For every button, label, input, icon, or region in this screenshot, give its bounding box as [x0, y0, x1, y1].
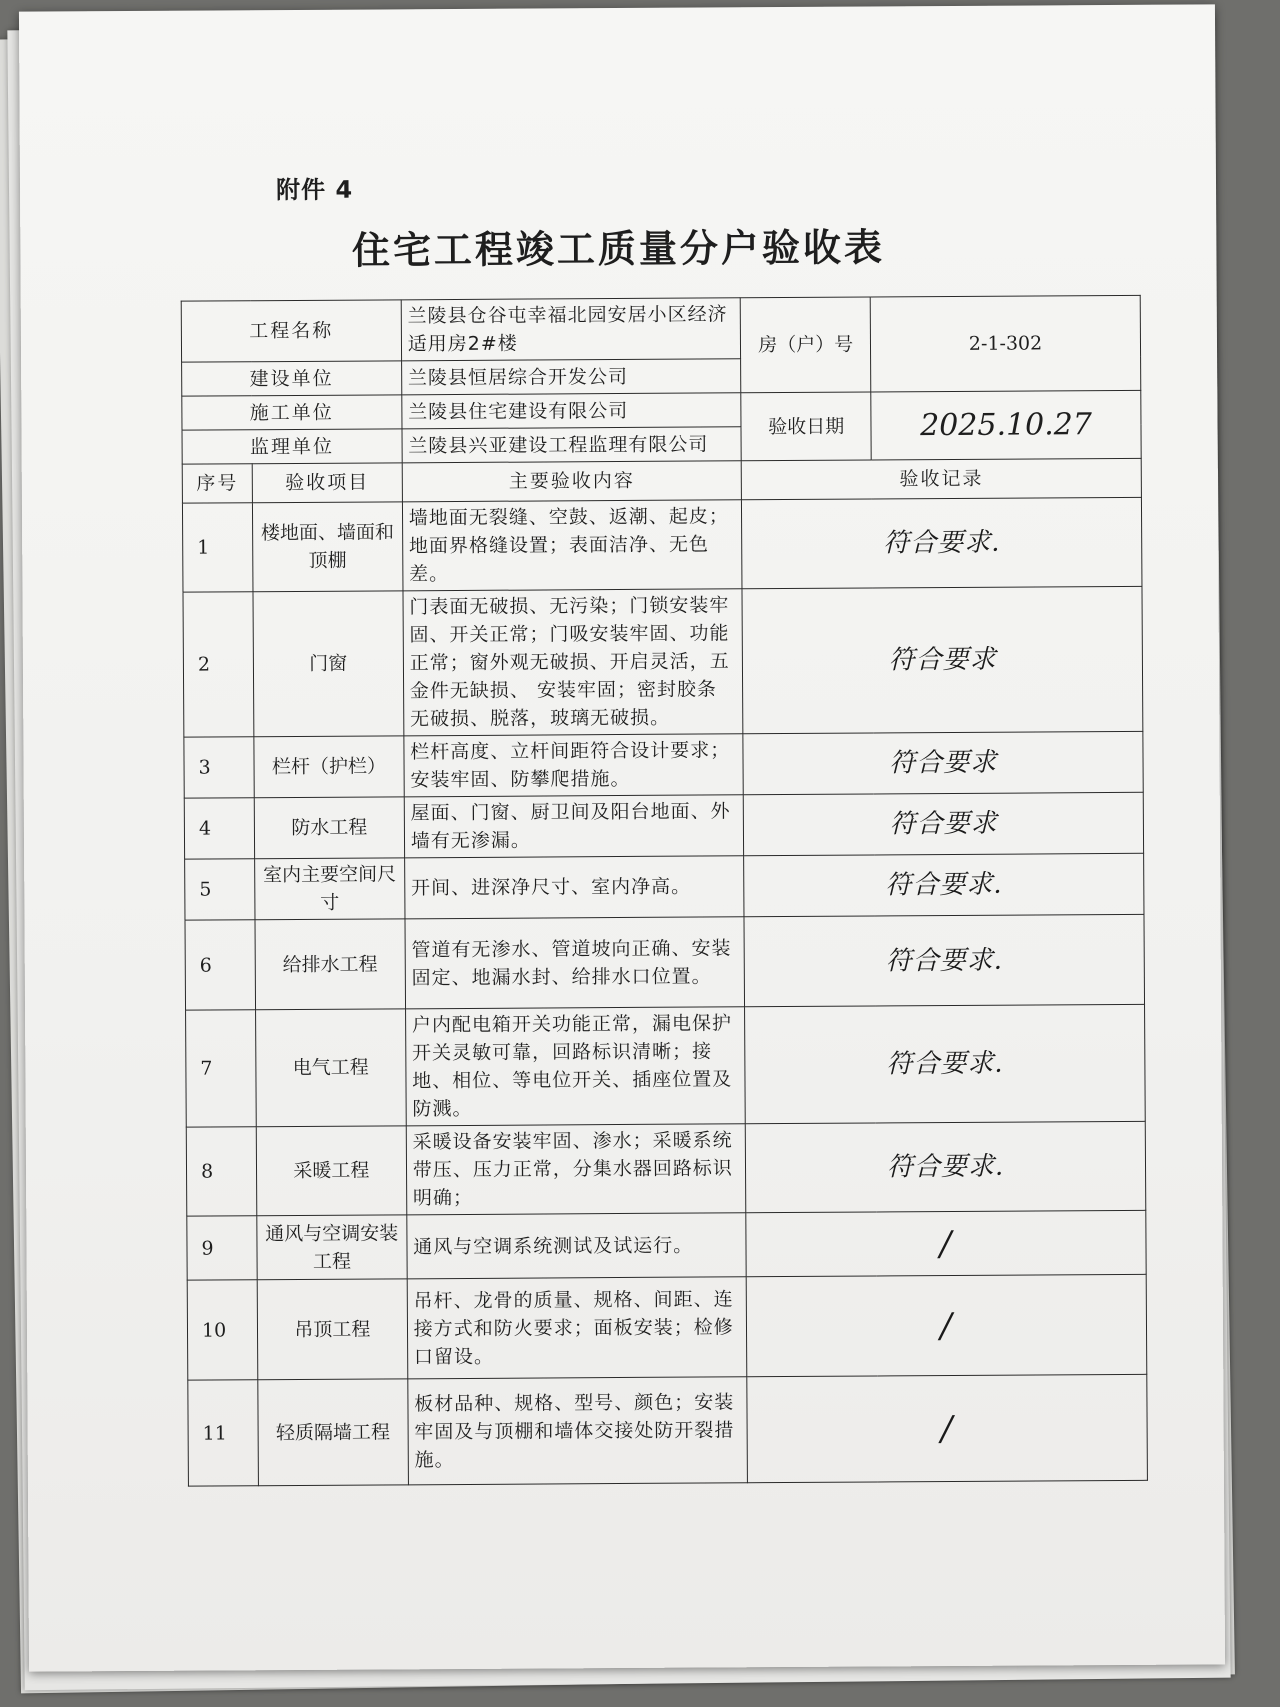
page-title: 住宅工程竣工质量分户验收表	[351, 225, 886, 273]
acceptance-date-label: 验收日期	[741, 392, 871, 461]
row-record: 符合要求	[743, 792, 1143, 855]
supervisor-value: 兰陵县兴亚建设工程监理有限公司	[402, 427, 742, 463]
row-content: 门表面无破损、无污染；门锁安装牢固、开关正常；门吸安装牢固、功能正常；窗外观无破损、开启灵活，五金件无缺损、 安装牢固；密封胶条无破损、脱落，玻璃无破损。	[403, 589, 743, 736]
row-item: 栏杆（护栏）	[254, 736, 404, 798]
attachment-label: 附件 4	[275, 175, 354, 205]
table-row	[183, 586, 1143, 737]
document-page	[19, 4, 1225, 1671]
row-seq: 3	[184, 737, 254, 798]
row-item: 门窗	[253, 591, 404, 737]
room-number-label: 房（户）号	[740, 297, 870, 393]
row-seq: 4	[184, 798, 254, 859]
row-seq: 9	[187, 1216, 257, 1280]
row-item: 室内主要空间尺寸	[255, 858, 405, 920]
table-row	[186, 1121, 1146, 1216]
acceptance-date-value: 2025.10.27	[871, 390, 1141, 460]
row-item: 给排水工程	[255, 919, 405, 1010]
row-seq: 11	[188, 1380, 259, 1486]
row-seq: 5	[185, 859, 255, 920]
room-number-value: 2-1-302	[870, 295, 1140, 392]
row-content: 通风与空调系统测试及试运行。	[407, 1213, 747, 1279]
contractor-label: 施工单位	[182, 395, 402, 430]
table-row	[185, 853, 1144, 920]
row-content: 管道有无渗水、管道坡向正确、安装固定、地漏水封、给排水口位置。	[405, 917, 745, 1009]
row-seq: 6	[185, 920, 256, 1010]
row-content: 墙地面无裂缝、空鼓、返潮、起皮；地面界格缝设置；表面洁净、无色差。	[402, 500, 742, 591]
table-row	[187, 1210, 1146, 1280]
row-item: 吊顶工程	[257, 1279, 407, 1380]
row-content: 吊杆、龙骨的质量、规格、间距、连接方式和防火要求；面板安装；检修口留设。	[407, 1277, 747, 1379]
row-content: 户内配电箱开关功能正常，漏电保护开关灵敏可靠，回路标识清晰；接地、相位、等电位开关、插座位置及防溅。	[405, 1007, 745, 1126]
table-row	[184, 731, 1143, 798]
row-seq: 7	[186, 1010, 257, 1127]
row-seq: 10	[187, 1280, 258, 1380]
row-content: 采暖设备安装牢固、渗水；采暖系统带压、压力正常，分集水器回路标识明确；	[406, 1124, 746, 1215]
table-row	[188, 1374, 1148, 1486]
row-record: /	[746, 1274, 1146, 1376]
row-record: 符合要求	[742, 586, 1143, 733]
row-item: 楼地面、墙面和顶棚	[252, 502, 402, 592]
table-row	[187, 1274, 1147, 1380]
table-row	[185, 914, 1145, 1010]
row-record: 符合要求.	[745, 1004, 1145, 1123]
column-header-seq: 序号	[182, 464, 252, 503]
row-record: 符合要求.	[744, 914, 1144, 1006]
row-content: 屋面、门窗、厨卫间及阳台地面、外墙有无渗漏。	[404, 795, 744, 858]
column-header-item: 验收项目	[252, 463, 402, 503]
row-record: 符合要求.	[744, 853, 1144, 916]
row-content: 板材品种、规格、型号、颜色；安装牢固及与顶棚和墙体交接处防开裂措施。	[408, 1377, 748, 1485]
column-header-content: 主要验收内容	[402, 461, 742, 502]
row-item: 防水工程	[254, 797, 404, 859]
project-name-value: 兰陵县仓谷屯幸福北园安居小区经济适用房2#楼	[401, 298, 741, 361]
row-item: 轻质隔墙工程	[258, 1379, 408, 1486]
acceptance-table	[181, 295, 1148, 1487]
builder-value: 兰陵县恒居综合开发公司	[401, 359, 741, 395]
row-item: 电气工程	[255, 1009, 406, 1127]
row-seq: 2	[183, 592, 254, 737]
row-record: 符合要求.	[745, 1121, 1145, 1212]
table-row	[182, 497, 1142, 592]
row-content: 开间、进深净尺寸、室内净高。	[404, 856, 744, 919]
row-record: /	[747, 1374, 1147, 1482]
row-item: 采暖工程	[256, 1126, 406, 1216]
row-content: 栏杆高度、立杆间距符合设计要求；安装牢固、防攀爬措施。	[404, 734, 744, 797]
row-record: 符合要求	[743, 731, 1143, 794]
contractor-value: 兰陵县住宅建设有限公司	[402, 393, 742, 429]
column-header-record: 验收记录	[741, 458, 1141, 499]
row-item: 通风与空调安装工程	[257, 1215, 407, 1280]
row-seq: 8	[186, 1127, 256, 1216]
table-row	[184, 792, 1143, 859]
project-name-label: 工程名称	[181, 300, 401, 362]
row-record: /	[746, 1210, 1146, 1276]
row-seq: 1	[182, 503, 252, 592]
supervisor-label: 监理单位	[182, 429, 402, 464]
row-record: 符合要求.	[742, 497, 1142, 588]
builder-label: 建设单位	[182, 361, 402, 396]
table-row	[186, 1004, 1146, 1127]
